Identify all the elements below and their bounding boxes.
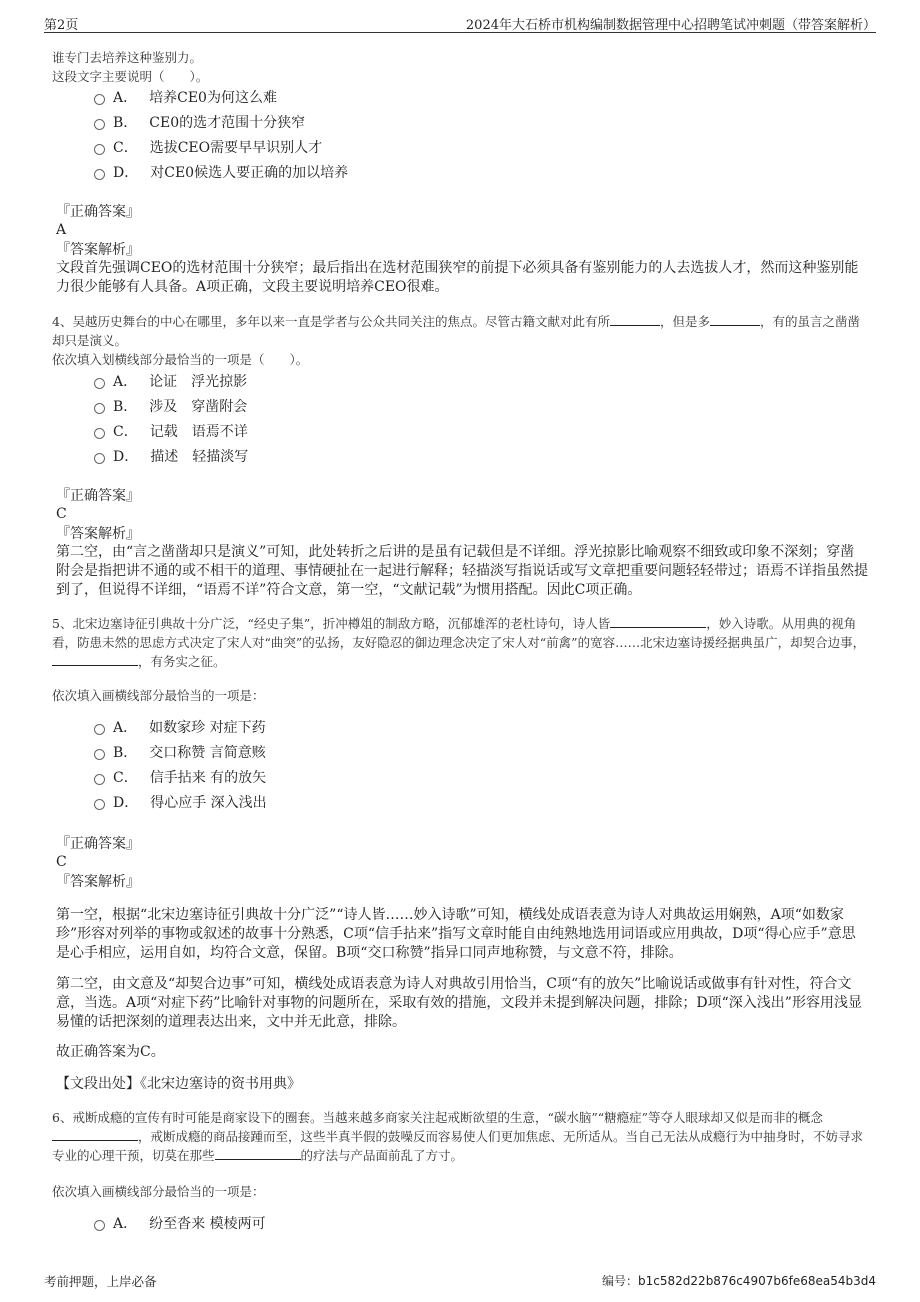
fill-blank — [52, 1128, 138, 1141]
q4-analysis: 第二空，由“言之凿凿却只是演义”可知，此处转折之后讲的是虽有记载但是不详细。浮光掠影比喻观察不细致或印象不深刻；穿凿附会是指把讲不通的或不相干的道理、事情硬扯在一起进行解释；轻描淡写指说话或写文章把重要问题轻轻带过；语焉不详指虽然提到了，但说得不详细，“语焉不详”符合文意，第一空，“文献记载”为惯用搭配。因此C项正确。 — [56, 544, 868, 598]
q4-option-c[interactable]: C． 记载 语焉不详 — [94, 422, 248, 442]
fill-blank — [610, 615, 706, 628]
radio-icon[interactable] — [94, 1220, 105, 1231]
q5-conclusion: 故正确答案为C。 — [56, 1044, 165, 1060]
radio-icon[interactable] — [94, 774, 105, 785]
q4-stem: 4、吴越历史舞台的中心在哪里，多年以来一直是学者与公众共同关注的焦点。尽管古籍文献对此有所 ，但是多 ，有的虽言之凿凿却只是演义。 — [52, 314, 860, 348]
fill-blank — [610, 313, 660, 326]
footer-slogan: 考前押题，上岸必备 — [44, 1274, 157, 1289]
radio-icon[interactable] — [94, 403, 105, 414]
page-header — [44, 10, 876, 33]
radio-icon[interactable] — [94, 724, 105, 735]
q5-stem: 5、北宋边塞诗征引典故十分广泛，“经史子集”，折冲樽俎的制敌方略，沉郁雄浑的老杜诗句，诗人皆 ，妙入诗歌。从用典的视角看，防患未然的思虑方式决定了宋人对“曲突”的弘扬，友好隐忍的御边理念决定了宋人对“前禽”的宽容……北宋边塞诗援经据典虽广，却契合边事，，有务实之征。 — [52, 616, 866, 669]
page-footer — [44, 1268, 876, 1290]
q5-analysis-para2: 第二空，由文意及“却契合边事”可知，横线处成语表意为诗人对典故引用恰当，C项“有的放矢”比喻说话或做事有针对性，符合文意，当选。A项“对症下药”比喻针对事物的问题所在，采取有效的措施，文段并未提到解决问题，排除；D项“深入浅出”形容用浅显易懂的话把深刻的道理表达出来，文中并无此意，排除。 — [56, 976, 862, 1030]
q5-answer: C — [56, 854, 67, 870]
document-title: 2024年大石桥市机构编制数据管理中心招聘笔试冲刺题（带答案解析） — [465, 18, 876, 33]
q5-option-a[interactable]: A． 如数家珍 对症下药 — [94, 718, 266, 738]
q5-answer-label: 『正确答案』 — [56, 836, 140, 852]
q4-analysis-label: 『答案解析』 — [56, 526, 140, 542]
document-code: 编号：b1c582d22b876c4907b6fe68ea54b3d4 — [602, 1274, 876, 1288]
q4-answer-label: 『正确答案』 — [56, 488, 140, 504]
radio-icon[interactable] — [94, 453, 105, 464]
q5-prompt: 依次填入画横线部分最恰当的一项是： — [52, 688, 265, 703]
q4-answer: C — [56, 506, 67, 522]
q3-option-c[interactable]: C． 选拔CEO需要早早识别人才 — [94, 138, 322, 158]
fill-blank — [52, 653, 138, 666]
q5-analysis-para1: 第一空，根据“北宋边塞诗征引典故十分广泛”“诗人皆……妙入诗歌”可知，横线处成语表意为诗人对典故运用娴熟，A项“如数家珍”形容对列举的事物或叙述的故事十分熟悉，C项“信手拈来”指写文章时能自由纯熟地选用词语或应用典故，D项“得心应手”意思是心手相应，运用自如，均符合文意，保留。B项“交口称赞”指异口同声地称赞，与文意不符，排除。 — [56, 907, 856, 961]
q3-answer-label: 『正确答案』 — [56, 204, 140, 220]
q3-analysis-label: 『答案解析』 — [56, 242, 140, 258]
radio-icon[interactable] — [94, 749, 105, 760]
q6-prompt: 依次填入画横线部分最恰当的一项是： — [52, 1184, 265, 1199]
radio-icon[interactable] — [94, 378, 105, 389]
q3-analysis: 文段首先强调CEO的选材范围十分狭窄；最后指出在选材范围狭窄的前提下必须具备有鉴别能力的人去选拔人才，然而这种鉴别能力很少能够有人具备。A项正确，文段主要说明培养CEO很难。 — [56, 260, 859, 295]
radio-icon[interactable] — [94, 428, 105, 439]
q4-option-d[interactable]: D． 描述 轻描淡写 — [94, 447, 248, 467]
q3-answer: A — [56, 222, 67, 238]
q5-option-c[interactable]: C． 信手拈来 有的放矢 — [94, 768, 266, 788]
page-number: 第2页 — [44, 18, 79, 33]
q4-prompt: 依次填入划横线部分最恰当的一项是（ ）。 — [52, 352, 309, 367]
q4-option-a[interactable]: A． 论证 浮光掠影 — [94, 372, 247, 392]
q5-option-d[interactable]: D． 得心应手 深入浅出 — [94, 793, 267, 813]
q6-option-a[interactable]: A． 纷至沓来 模棱两可 — [94, 1214, 266, 1234]
q3-option-d[interactable]: D． 对CE0候选人要正确的加以培养 — [94, 163, 348, 183]
q5-source: 【文段出处】《北宋边塞诗的资书用典》 — [56, 1076, 301, 1092]
q3-prompt: 这段文字主要说明（ ）。 — [52, 69, 209, 84]
q5-analysis-label: 『答案解析』 — [56, 874, 140, 890]
radio-icon[interactable] — [94, 119, 105, 130]
q5-option-b[interactable]: B． 交口称赞 言简意赅 — [94, 743, 266, 763]
fill-blank — [710, 313, 760, 326]
radio-icon[interactable] — [94, 94, 105, 105]
radio-icon[interactable] — [94, 144, 105, 155]
q6-stem: 6、戒断成瘾的宣传有时可能是商家设下的圈套。当越来越多商家关注起戒断欲望的生意，“碳水脑”“糖瘾症”等夺人眼球却又似是而非的概念，戒断成瘾的商品接踵而至，这些半真半假的鼓噪反而容易使人们更加焦虑、无所适从。当自己无法从成瘾行为中抽身时，不妨寻求专业的心理干预，切莫在那些 的疗法与产品面前乱了方寸。 — [52, 1110, 864, 1163]
q3-stem-tail: 谁专门去培养这种鉴别力。 — [52, 50, 203, 65]
q3-option-a[interactable]: A． 培养CE0为何这么难 — [94, 88, 277, 108]
radio-icon[interactable] — [94, 799, 105, 810]
q4-option-b[interactable]: B． 涉及 穿凿附会 — [94, 397, 247, 417]
fill-blank — [215, 1147, 301, 1160]
q3-option-b[interactable]: B． CE0的选才范围十分狭窄 — [94, 113, 305, 133]
radio-icon[interactable] — [94, 169, 105, 180]
